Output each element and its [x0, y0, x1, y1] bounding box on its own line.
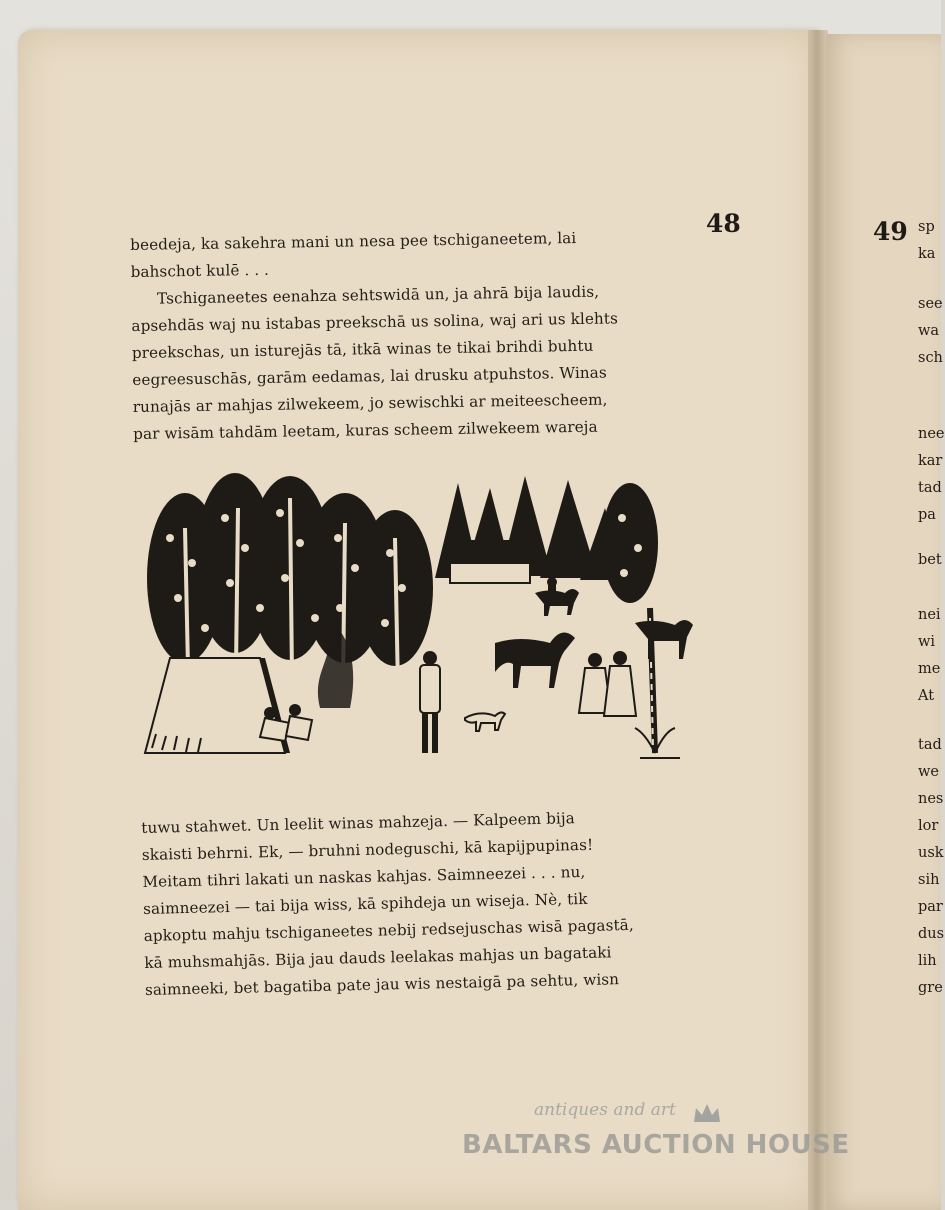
- page-number-left: 48: [706, 209, 741, 238]
- text-line: apsehdās waj nu istabas preekschā us solina, waj ari us klehts: [131, 309, 619, 335]
- right-page-fragment: lih: [918, 953, 937, 969]
- right-page-fragment: sch: [918, 350, 943, 366]
- crown-icon: [692, 1102, 722, 1126]
- text-line: saimneezei — tai bija wiss, kā spihdeja un wiseja. Nè, tik: [142, 889, 588, 918]
- page-number-right: 49: [873, 217, 908, 246]
- text-line: tuwu stahwet. Un leelit winas mahzeja. — Kalpeem bija: [141, 809, 576, 837]
- right-page-fragment: we: [918, 764, 939, 780]
- text-line: par wisām tahdām leetam, kuras scheem zilwekeem wareja: [133, 417, 598, 443]
- text-block-bottom: [141, 802, 705, 1004]
- text-line: runajās ar mahjas zilwekeem, jo sewischki ar meiteescheem,: [132, 390, 608, 416]
- text-line: beedeja, ka sakehra mani un nesa pee tschiganeetem, lai: [130, 228, 577, 254]
- woodcut-illustration: [140, 468, 696, 768]
- right-page-fragment: me: [918, 661, 941, 677]
- watermark: [462, 1100, 862, 1180]
- watermark-tagline: antiques and art: [534, 1100, 676, 1120]
- right-page-fragment: wa: [918, 323, 940, 339]
- text-line: skaisti behrni. Ek, — bruhni nodeguschi, kā kapijpupinas!: [141, 835, 594, 864]
- right-page-fragment: bet: [918, 552, 942, 568]
- right-page-fragment: nes: [918, 791, 944, 807]
- right-page-fragment: nee: [918, 426, 945, 442]
- right-page-fragment: par: [918, 899, 943, 915]
- right-page-fragment: tad: [918, 480, 942, 496]
- right-page-fragment: pa: [918, 507, 936, 523]
- text-line: Tschiganeetes eenahza sehtswidā un, ja ahrā bija laudis,: [156, 282, 600, 308]
- text-line: Meitam tihri lakati un naskas kahjas. Saimneezei . . . nu,: [142, 862, 586, 891]
- right-page-fragment: ka: [918, 246, 936, 262]
- right-page-fragment: usk: [918, 845, 944, 861]
- right-page-fragment: gre: [918, 980, 943, 996]
- text-line: eegreesuschās, garām eedamas, lai drusku atpuhstos. Winas: [132, 363, 607, 389]
- text-block-top: [130, 223, 699, 448]
- text-line: apkoptu mahju tschiganeetes nebij redsejuschas wisā pagastā,: [143, 915, 634, 945]
- right-page-fragment: dus: [918, 926, 945, 942]
- watermark-name: BALTARS AUCTION HOUSE: [462, 1130, 850, 1160]
- text-line: saimneeki, bet bagatiba pate jau wis nestaigā pa sehtu, wisn: [144, 970, 620, 999]
- right-page-fragment: nei: [918, 607, 941, 623]
- text-line: kā muhsmahjās. Bija jau dauds leelakas mahjas un bagataki: [144, 943, 612, 972]
- right-page-fragment: sp: [918, 219, 935, 235]
- right-page-fragment: tad: [918, 737, 942, 753]
- right-page-fragment: lor: [918, 818, 939, 834]
- right-page-fragment: see: [918, 296, 943, 312]
- right-page-fragment: sih: [918, 872, 940, 888]
- right-page-fragment: At: [918, 688, 935, 704]
- text-line: preekschas, un isturejās tā, itkā winas te tikai brihdi buhtu: [131, 336, 594, 362]
- text-line: bahschot kulē . . .: [130, 260, 270, 281]
- right-page-fragment: wi: [918, 634, 936, 650]
- right-page-fragment: kar: [918, 453, 943, 469]
- book-gutter: [808, 30, 828, 1210]
